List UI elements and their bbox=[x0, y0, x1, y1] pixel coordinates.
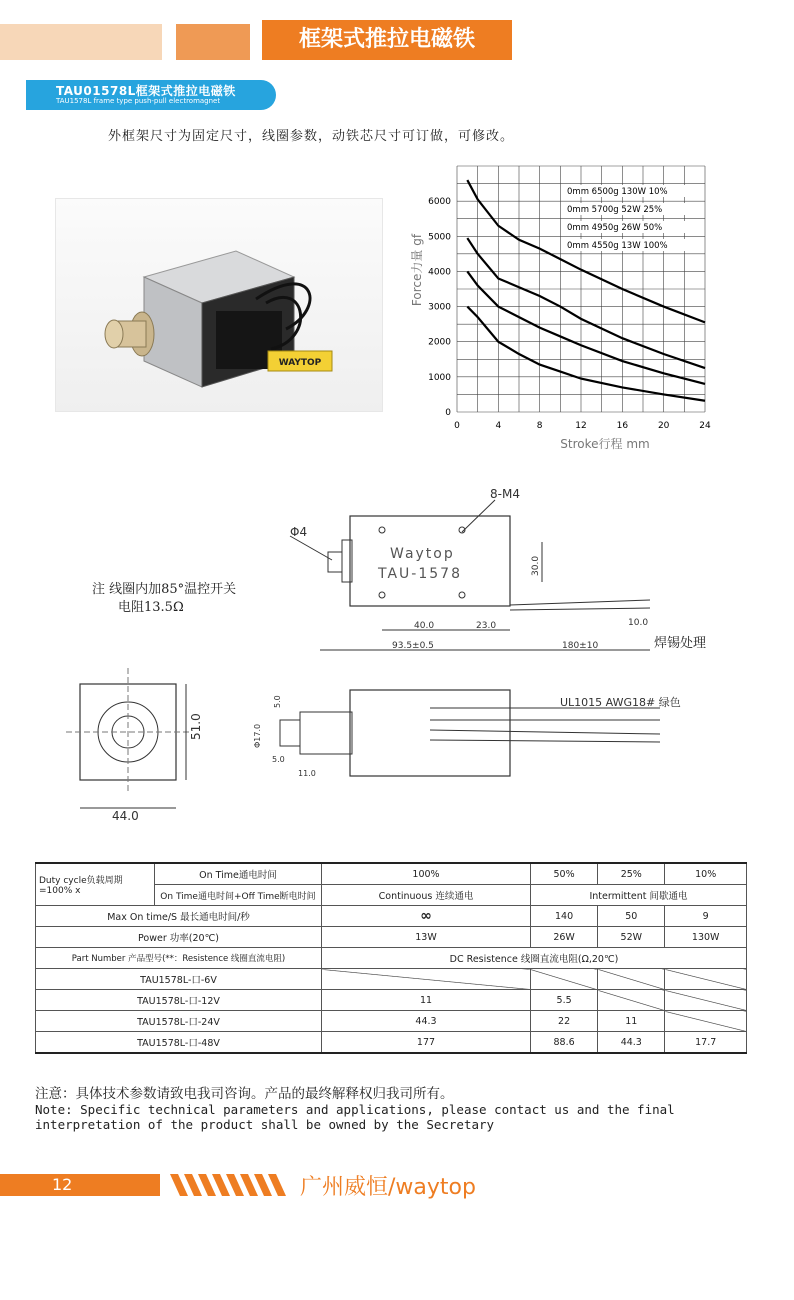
photo-logo-text: WAYTOP bbox=[278, 358, 322, 368]
x-tick-label: 20 bbox=[657, 421, 670, 431]
max-on-time-50: 140 bbox=[530, 906, 597, 927]
front-side-view-drawing bbox=[60, 668, 700, 828]
dim-10: 10.0 bbox=[628, 618, 649, 628]
part-number: TAU1578L-口-24V bbox=[36, 1011, 322, 1032]
y-tick-label: 4000 bbox=[428, 267, 451, 278]
y-tick-label: 0 bbox=[445, 408, 451, 418]
table-row bbox=[36, 1011, 747, 1032]
dim-40: 40.0 bbox=[414, 621, 435, 631]
part-number-label: Part Number 产品型号(**：Resistence 线圈直流电阻) bbox=[36, 948, 322, 969]
table-row bbox=[36, 969, 747, 990]
table-row bbox=[36, 990, 747, 1011]
table-row bbox=[36, 863, 747, 885]
series-line bbox=[467, 271, 705, 383]
dim-30: 30.0 bbox=[531, 555, 541, 576]
resistance-cell bbox=[322, 969, 531, 990]
legend-label: 0mm 6500g 130W 10% bbox=[567, 187, 668, 197]
dim-44: 44.0 bbox=[112, 809, 139, 823]
solder-note: 焊锡处理 bbox=[654, 636, 707, 651]
resistance-cell: 44.3 bbox=[322, 1011, 531, 1032]
x-tick-label: 0 bbox=[454, 421, 460, 431]
power-25: 52W bbox=[598, 927, 665, 948]
power-100: 13W bbox=[322, 927, 531, 948]
header-accent-mid bbox=[176, 24, 250, 60]
resistance-cell: 17.7 bbox=[665, 1032, 747, 1054]
duty-10: 10% bbox=[665, 863, 747, 885]
resistance-cell bbox=[665, 990, 747, 1011]
model-mark: TAU-1578 bbox=[378, 566, 462, 582]
resistance-cell bbox=[530, 969, 597, 990]
y-tick-label: 6000 bbox=[428, 197, 451, 208]
x-tick-label: 12 bbox=[575, 421, 587, 431]
resistance-cell: 11 bbox=[322, 990, 531, 1011]
resistance-cell: 88.6 bbox=[530, 1032, 597, 1054]
y-tick-label: 1000 bbox=[428, 372, 451, 383]
solenoid-illustration bbox=[56, 199, 382, 411]
part-number: TAU1578L-口-12V bbox=[36, 990, 322, 1011]
screw-label: 8-M4 bbox=[490, 487, 520, 501]
y-tick-label: 2000 bbox=[428, 337, 451, 348]
max-on-time-label: Max On time/S 最长通电时间/秒 bbox=[36, 906, 322, 927]
x-tick-label: 8 bbox=[536, 421, 543, 431]
footnote-en: Note: Specific technical parameters and applications, please contact us and the final interpretation of the product shall be owned by the Secretary bbox=[35, 1102, 675, 1132]
hole-dia-label: Φ4 bbox=[290, 525, 308, 539]
duty-25: 25% bbox=[598, 863, 665, 885]
dim-180: 180±10 bbox=[562, 641, 599, 651]
footer-bar bbox=[0, 1174, 160, 1196]
power-10: 130W bbox=[665, 927, 747, 948]
power-label: Power 功率(20℃) bbox=[36, 927, 322, 948]
x-tick-label: 4 bbox=[495, 421, 502, 431]
resistance-cell bbox=[665, 1011, 747, 1032]
dim-11: 11.0 bbox=[298, 769, 316, 778]
dim-5-bottom: 5.0 bbox=[272, 755, 285, 764]
on-time-label: On Time通电时间 bbox=[155, 863, 322, 885]
coil-note-line1: 注 线圈内加85°温控开关 bbox=[92, 582, 237, 597]
dim-17: Φ17.0 bbox=[253, 723, 262, 748]
max-on-time-10: 9 bbox=[665, 906, 747, 927]
table-row bbox=[36, 948, 747, 969]
resistance-cell: 177 bbox=[322, 1032, 531, 1054]
footer-brand: 广州威恒/waytop bbox=[300, 1175, 476, 1200]
y-tick-label: 3000 bbox=[428, 302, 451, 313]
duty-100: 100% bbox=[322, 863, 531, 885]
resistance-cell: 22 bbox=[530, 1011, 597, 1032]
dim-23: 23.0 bbox=[476, 621, 497, 631]
table-row bbox=[36, 927, 747, 948]
footnote-cn: 注意：具体技术参数请致电我司咨询。产品的最终解释权归我司所有。 bbox=[35, 1086, 454, 1102]
brand-mark: Waytop bbox=[390, 546, 455, 562]
chart-xlabel: Stroke行程 mm bbox=[560, 437, 650, 451]
max-on-time-100: ∞ bbox=[322, 906, 531, 927]
part-number: TAU1578L-口-6V bbox=[36, 969, 322, 990]
resistance-cell bbox=[598, 990, 665, 1011]
duty-50: 50% bbox=[530, 863, 597, 885]
table-row bbox=[36, 906, 747, 927]
max-on-time-25: 50 bbox=[598, 906, 665, 927]
product-tag-title: TAU01578L框架式推拉电磁铁 bbox=[56, 84, 236, 98]
legend-label: 0mm 4550g 13W 100% bbox=[567, 241, 668, 251]
resistance-cell: 44.3 bbox=[598, 1032, 665, 1054]
y-tick-label: 5000 bbox=[428, 232, 451, 243]
continuous-label: Continuous 连续通电 bbox=[322, 885, 531, 906]
dim-51: 51.0 bbox=[189, 713, 203, 740]
force-stroke-chart bbox=[395, 160, 725, 460]
dim-93-5: 93.5±0.5 bbox=[392, 641, 434, 651]
footer-stripes bbox=[170, 1174, 295, 1196]
part-number: TAU1578L-口-48V bbox=[36, 1032, 322, 1054]
page-number: 12 bbox=[52, 1175, 73, 1194]
product-tag bbox=[26, 80, 276, 110]
top-view-drawing bbox=[270, 480, 690, 660]
duty-formula: On Time通电时间+Off Time断电时间 bbox=[155, 885, 322, 906]
dim-5-top: 5.0 bbox=[273, 695, 282, 708]
intermittent-label: Intermittent 间歇通电 bbox=[530, 885, 746, 906]
product-photo bbox=[55, 198, 383, 412]
chart-ylabel: Force力量 gf bbox=[410, 233, 424, 307]
table-row bbox=[36, 1032, 747, 1054]
product-tag-subtitle: TAU1578L frame type push-pull electromagnet bbox=[56, 97, 221, 105]
x-tick-label: 24 bbox=[699, 421, 711, 431]
header-accent-light bbox=[0, 24, 162, 60]
resistance-cell: 5.5 bbox=[530, 990, 597, 1011]
series-line bbox=[467, 238, 705, 368]
power-50: 26W bbox=[530, 927, 597, 948]
coil-note-line2: 电阻13.5Ω bbox=[118, 600, 184, 615]
intro-text: 外框架尺寸为固定尺寸，线圈参数，动铁芯尺寸可订做，可修改。 bbox=[108, 129, 515, 144]
wire-label: UL1015 AWG18# 绿色 bbox=[560, 696, 681, 709]
spec-table bbox=[35, 862, 747, 1054]
resistance-cell bbox=[598, 969, 665, 990]
resistance-cell bbox=[665, 969, 747, 990]
legend-label: 0mm 5700g 52W 25% bbox=[567, 205, 663, 215]
duty-cycle-label: Duty cycle负载周期=100% x bbox=[36, 863, 155, 906]
legend-label: 0mm 4950g 26W 50% bbox=[567, 223, 663, 233]
page-title: 框架式推拉电磁铁 bbox=[262, 20, 512, 60]
x-tick-label: 16 bbox=[616, 421, 629, 431]
resistance-cell: 11 bbox=[598, 1011, 665, 1032]
dc-resistance-label: DC Resistence 线圈直流电阻(Ω,20℃) bbox=[322, 948, 747, 969]
